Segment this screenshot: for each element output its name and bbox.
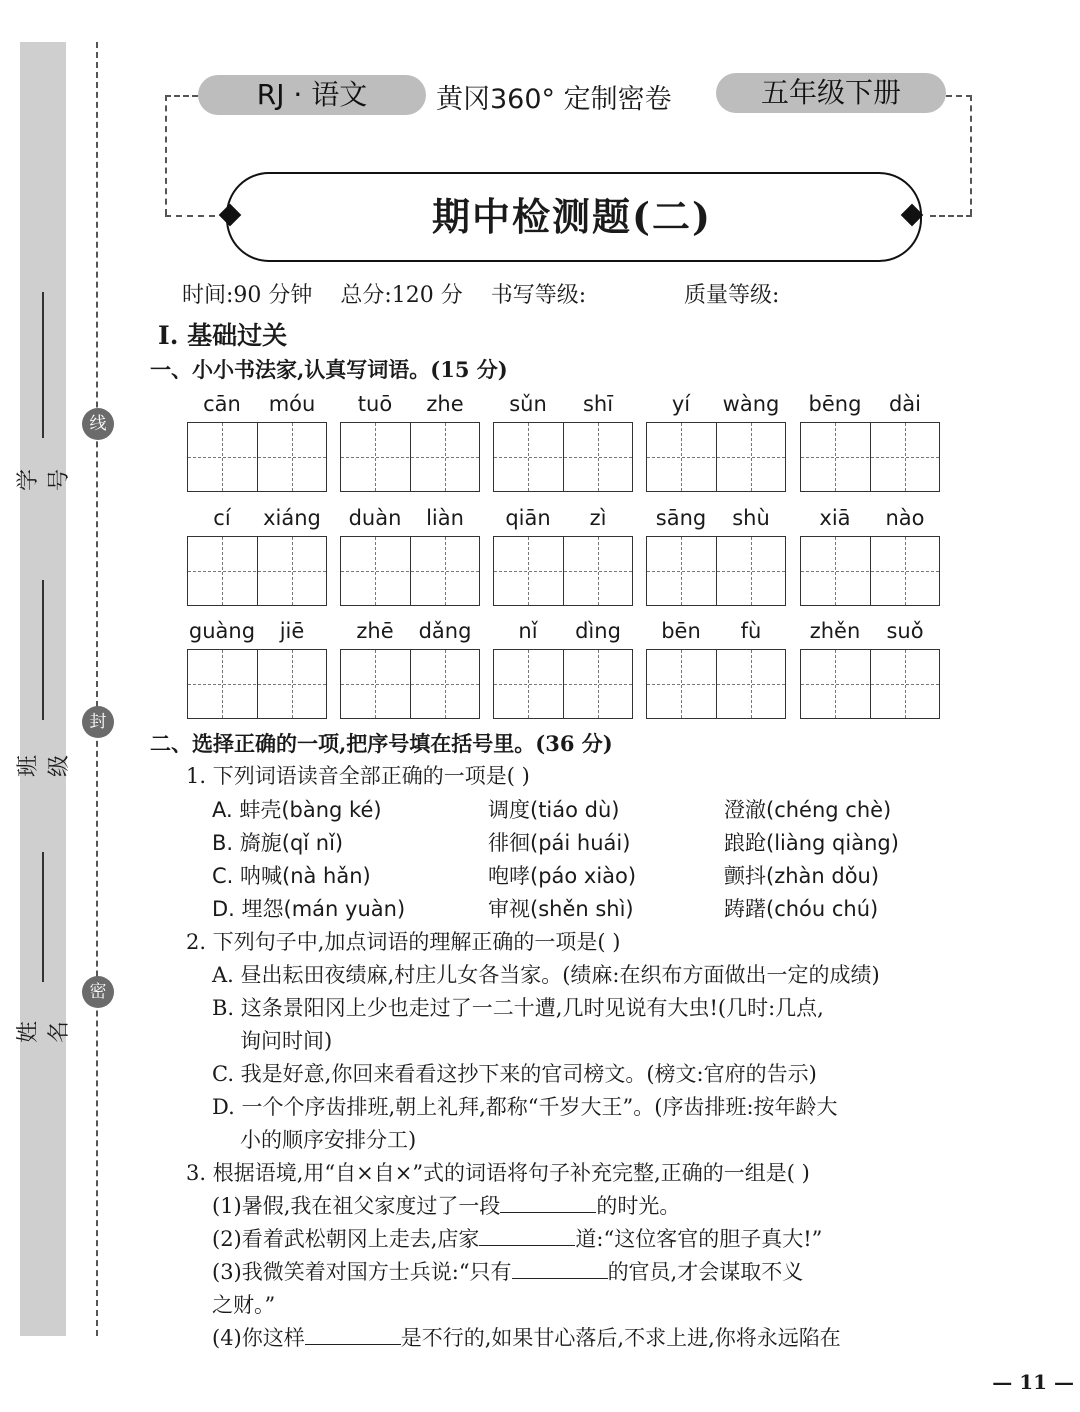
q2-3-item-continued: 之财。” [212,1293,276,1317]
q2-2-option: 小的顺序安排分工) [240,1128,417,1152]
q2-1-option: 澄澈(chéng chè) [724,798,892,822]
writing-cell-pair[interactable] [340,422,480,492]
pinyin-label: xiáng [263,506,321,530]
seal-line-mark: 线 [82,408,114,440]
grade-badge: 五年级下册 [716,73,946,113]
name-underline [42,852,44,982]
writing-cell-pair[interactable] [646,649,786,719]
pinyin-label: dài [888,392,922,416]
writing-cell-pair[interactable] [646,536,786,606]
q2-2-option: A. 昼出耘田夜绩麻,村庄儿女各当家。(绩麻:在织布方面做出一定的成绩) [212,963,880,987]
writing-cell-pair[interactable] [800,422,940,492]
answer-blank[interactable] [305,1326,401,1345]
q2-1-option: 调度(tiáo dù) [488,798,620,822]
pinyin-label: bēng [808,392,862,416]
pinyin-label: shù [732,506,770,530]
header-dash [930,215,972,217]
q2-3-item-text: 道:“这位客官的胆子真大!” [575,1227,823,1251]
q2-1-option: B. 旖旎(qǐ nǐ) [212,831,344,855]
q2-3-stem: 3. 根据语境,用“自×自×”式的词语将句子补充完整,正确的一组是( ) [186,1161,810,1185]
q2-3-item-text: 是不行的,如果甘心落后,不求上进,你将永远陷在 [400,1326,841,1350]
series-name: 黄冈360° 定制密卷 [436,84,672,115]
part-heading: Ⅰ. 基础过关 [158,321,288,350]
q2-3-item [212,1256,803,1286]
writing-cell-pair[interactable] [187,422,327,492]
q2-1-option: A. 蚌壳(bàng ké) [212,798,382,822]
pinyin-label: suǒ [886,619,924,643]
class-label: 班级 [16,753,72,778]
q2-3-item [212,1190,680,1220]
q2-3-item [212,1322,841,1352]
seal-seal-mark: 封 [82,706,114,738]
pinyin-label: jiē [279,619,305,643]
question-2-title: 二、选择正确的一项,把序号填在括号里。(36 分) [150,731,613,756]
pinyin-label: duàn [348,506,402,530]
pinyin-label: qiān [505,506,551,530]
q2-1-option: 咆哮(páo xiào) [488,864,637,888]
header-dash [946,95,972,97]
header-dash [165,95,167,215]
answer-blank[interactable] [479,1227,575,1246]
pinyin-label: xiā [819,506,851,530]
student-id-label: 学号 [16,467,72,492]
subject-badge: RJ · 语文 [198,75,426,115]
pinyin-label: guàng [188,619,256,643]
pinyin-label: cí [213,506,231,530]
q2-1-option: 徘徊(pái huái) [488,831,631,855]
pinyin-label: dǎng [418,619,472,643]
q2-2-option: B. 这条景阳冈上少也走过了一二十遭,几时见说有大虫!(几时:几点, [212,996,824,1020]
q2-1-stem: 1. 下列词语读音全部正确的一项是( ) [186,764,530,788]
pinyin-label: bēn [661,619,701,643]
q2-3-item-text: 的时光。 [596,1194,681,1218]
q2-1-option: 审视(shěn shì) [488,897,634,921]
q2-1-option: D. 埋怨(mán yuàn) [212,897,406,921]
pinyin-label: zì [589,506,607,530]
pinyin-label: móu [268,392,316,416]
pinyin-label: liàn [426,506,464,530]
writing-cell-pair[interactable] [340,536,480,606]
pinyin-label: zhe [426,392,464,416]
q2-1-option: 踌躇(chóu chú) [724,897,879,921]
answer-blank[interactable] [500,1194,596,1213]
writing-cell-pair[interactable] [800,536,940,606]
pinyin-label: shī [582,392,614,416]
q2-2-stem: 2. 下列句子中,加点词语的理解正确的一项是( ) [186,930,621,954]
pinyin-label: nǐ [518,619,538,643]
writing-cell-pair[interactable] [493,536,633,606]
header-dash [970,95,972,215]
writing-cell-pair[interactable] [493,649,633,719]
q2-1-option: 颤抖(zhàn dǒu) [724,864,880,888]
q2-1-option: C. 呐喊(nà hǎn) [212,864,371,888]
id-underline [42,292,44,438]
writing-cell-pair[interactable] [187,649,327,719]
pinyin-label: zhē [356,619,394,643]
writing-cell-pair[interactable] [340,649,480,719]
pinyin-label: nào [885,506,925,530]
answer-blank[interactable] [512,1260,608,1279]
q2-3-item-text: (2)看着武松朝冈上走去,店家 [212,1227,480,1251]
pinyin-label: dìng [575,619,621,643]
pinyin-label: yí [671,392,691,416]
q2-3-item-text: (1)暑假,我在祖父家度过了一段 [212,1194,501,1218]
pinyin-label: sāng [655,506,707,530]
writing-cell-pair[interactable] [493,422,633,492]
q2-2-option: D. 一个个序齿排班,朝上礼拜,都称“千岁大王”。(序齿排班:按年龄大 [212,1095,838,1119]
pinyin-label: tuō [357,392,393,416]
writing-cell-pair[interactable] [800,649,940,719]
q2-2-option: C. 我是好意,你回来看看这抄下来的官司榜文。(榜文:官府的告示) [212,1062,817,1086]
question-1-title: 一、小小书法家,认真写词语。(15 分) [150,357,508,382]
page-title: 期中检测题(二) [432,194,712,239]
header-dash [165,95,198,97]
pinyin-label: wàng [722,392,780,416]
writing-cell-pair[interactable] [187,536,327,606]
class-underline [42,580,44,720]
q2-1-option: 踉跄(liàng qiàng) [724,831,899,855]
pinyin-label: fù [740,619,762,643]
q2-3-item-text: 的官员,才会谋取不义 [607,1260,804,1284]
page-number: — 11 — [992,1370,1074,1394]
q2-2-option: 询问时间) [240,1029,333,1053]
seal-secret-mark: 密 [82,976,114,1008]
writing-cell-pair[interactable] [646,422,786,492]
header-dash [165,215,215,217]
pinyin-label: cān [203,392,241,416]
q2-3-item-text: (4)你这样 [212,1326,305,1350]
pinyin-label: zhěn [809,619,861,643]
exam-info: 时间:90 分钟 总分:120 分 书写等级: 质量等级: [182,283,780,308]
q2-3-item-text: (3)我微笑着对国方士兵说:“只有 [212,1260,512,1284]
cut-dashed-line [96,42,98,1336]
name-label: 姓名 [16,1019,72,1044]
pinyin-label: sǔn [509,392,547,416]
q2-3-item [212,1223,822,1253]
